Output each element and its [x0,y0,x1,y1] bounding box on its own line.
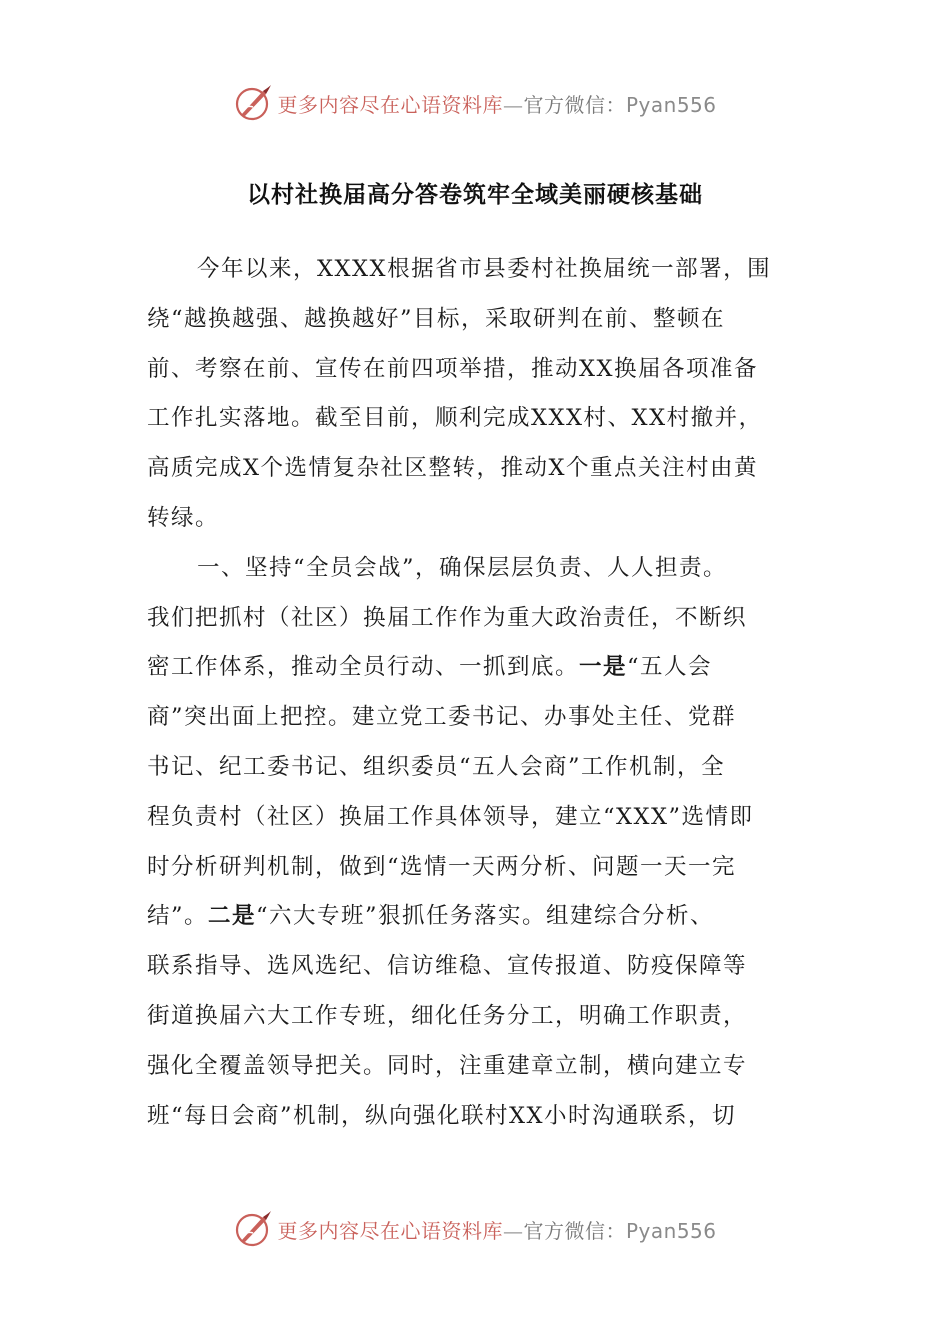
paragraph-line: 商”突出面上把控。建立党工委书记、办事处主任、党群 [147,704,737,731]
paragraph-line: 工作扎实落地。截至目前，顺利完成XXX村、XX村撤并， [147,405,763,432]
watermark-text [277,89,716,118]
paragraph-line: 转绿。 [147,504,220,531]
bold-marker: 一是 [579,654,628,681]
quill-pen-icon [233,83,273,123]
paragraph-line: 今年以来，XXXX根据省市县委村社换届统一部署，围 [197,256,772,282]
paragraph-line: 班“每日会商”机制，纵向强化联村XX小时沟通联系，切 [147,1102,737,1129]
watermark-wechat-id: Pyan556 [625,92,717,117]
document-title: 以村社换届高分答卷筑牢全域美丽硬核基础 [247,182,703,208]
paragraph-line: 书记、纪工委书记、组织委员“五人会商”工作机制，全 [147,753,726,780]
paragraph-line: 联系指导、选风选纪、信访维稳、宣传报道、防疫保障等 [147,953,748,980]
section-heading-line: 一、坚持“全员会战”，确保层层负责、人人担责。 [197,554,728,581]
paragraph-line [147,643,803,693]
watermark-site-name: 更多内容尽在心语资料库 [277,1218,503,1243]
watermark-text [277,1215,716,1244]
paragraph-line: 街道换届六大工作专班，细化任务分工，明确工作职责， [147,1002,748,1029]
text-run: “六大专班”狠抓任务落实。组建综合分析、 [256,903,715,930]
text-run: 结”。 [147,903,209,930]
header-watermark-banner [0,78,950,128]
paragraph-line: 程负责村（社区）换届工作具体领导，建立“XXX”选情即 [147,803,754,830]
text-run: 密工作体系，推动全员行动、一抓到底。 [147,654,580,681]
watermark-wechat-label: 官方微信： [523,1218,626,1243]
paragraph-line: 高质完成X个选情复杂社区整转，推动X个重点关注村由黄 [147,455,759,482]
paragraph-line: 绕“越换越强、越换越好”目标，采取研判在前、整顿在 [147,305,726,332]
paragraph-line: 前、考察在前、宣传在前四项举措，推动XX换届各项准备 [147,355,759,382]
bold-marker: 二是 [208,903,257,930]
document-body [147,245,803,1141]
footer-watermark-banner [0,1204,950,1254]
paragraph-line [147,892,803,942]
watermark-wechat-id: Pyan556 [625,1218,717,1243]
watermark-wechat-label: 官方微信： [523,92,626,117]
watermark-separator: — [502,1218,524,1243]
watermark-site-name: 更多内容尽在心语资料库 [277,92,503,117]
quill-pen-icon [233,1209,273,1249]
paragraph-line: 我们把抓村（社区）换届工作作为重大政治责任，不断织 [147,604,748,631]
text-run: “五人会 [627,654,713,681]
paragraph-line: 时分析研判机制，做到“选情一天两分析、问题一天一完 [147,853,737,880]
watermark-separator: — [502,92,524,117]
paragraph-line: 强化全覆盖领导把关。同时，注重建章立制，横向建立专 [147,1052,748,1079]
